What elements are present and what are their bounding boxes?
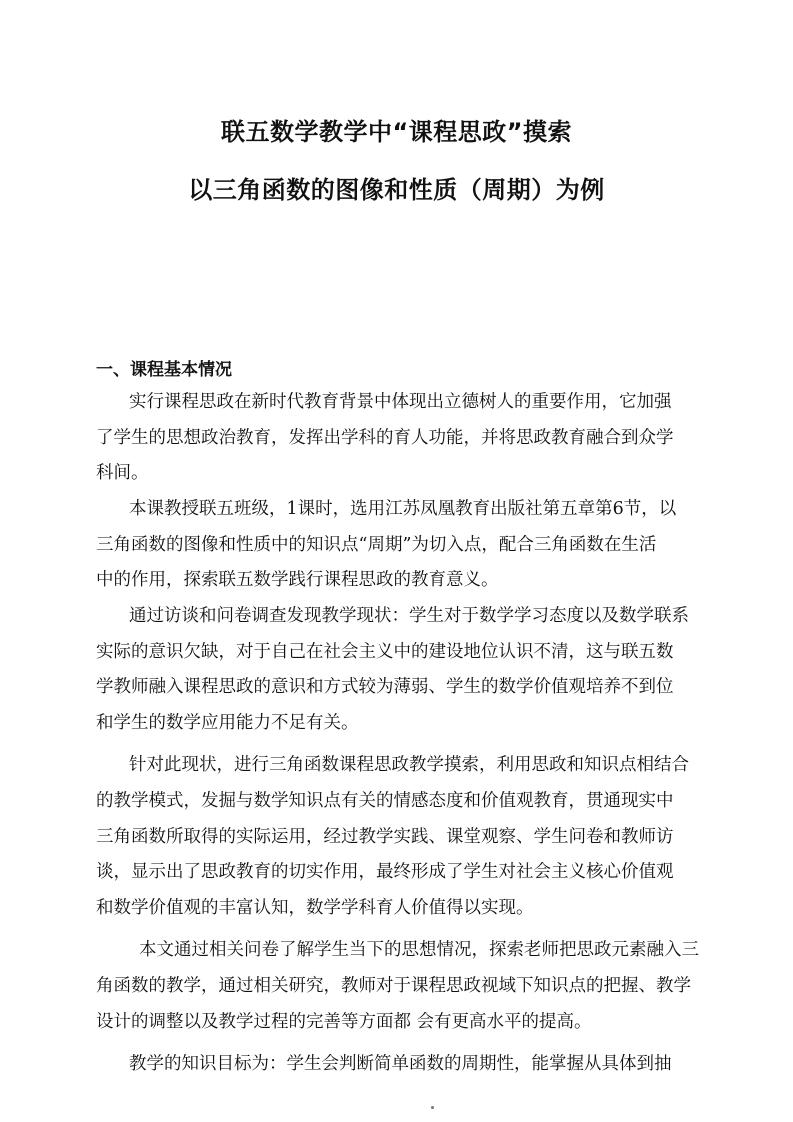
- paragraph-line: 教学的知识目标为：学生会判断简单函数的周期性，能掌握从具体到抽: [129, 1054, 672, 1074]
- paragraph-line: 中的作用，探索联五数学践行课程思政的教育意义。: [96, 570, 499, 590]
- document-title: 联五数学教学中“课程思政”摸索: [220, 118, 573, 146]
- paragraph-line: 针对此现状，进行三角函数课程思政教学摸索，利用思政和知识点相结合: [129, 755, 689, 775]
- paragraph-line: 三角函数的图像和性质中的知识点“周期”为切入点，配合三角函数在生活: [96, 535, 657, 555]
- paragraph-line: 了学生的思想政治教育，发挥出学科的育人功能，并将思政教育融合到众学: [96, 428, 674, 448]
- paragraph-line: 的教学模式，发掘与数学知识点有关的情感态度和价值观教育，贯通现实中: [96, 791, 674, 811]
- paragraph-line: 实际的意识欠缺，对于自己在社会主义中的建设地位认识不清，这与联五数: [96, 642, 674, 662]
- paragraph-line: 通过访谈和问卷调查发现教学现状：学生对于数学学习态度以及数学联系: [129, 606, 689, 626]
- document-subtitle: 以三角函数的图像和性质（周期）为例: [188, 176, 605, 204]
- paragraph-line: 学教师融入课程思政的意识和方式较为薄弱、学生的数学价值观培养不到位: [96, 677, 674, 697]
- paragraph-line: 实行课程思政在新时代教育背景中体现出立德树人的重要作用，它加强: [129, 392, 672, 412]
- paragraph-line: 三角函数所取得的实际运用，经过教学实践、课堂观察、学生问卷和教师访: [96, 827, 674, 847]
- paragraph-line: 设计的调整以及教学过程的完善等方面都 会有更高水平的提高。: [96, 1012, 592, 1032]
- paragraph-line: 科间。: [96, 463, 149, 483]
- page-mark: [431, 1106, 434, 1109]
- paragraph-line: 和数学价值观的丰富认知，数学学科育人价值得以实现。: [96, 898, 534, 918]
- paragraph-line: 谈，显示出了思政教育的切实作用，最终形成了学生对社会主义核心价值观: [96, 862, 674, 882]
- section-heading: 一、课程基本情况: [96, 360, 232, 380]
- paragraph-line: 本文通过相关问卷了解学生当下的思想情况，探索老师把思政元素融入三: [139, 940, 699, 960]
- paragraph-line: 角函数的教学，通过相关研究，教师对于课程思政视域下知识点的把握、教学: [96, 976, 691, 996]
- paragraph-line: 和学生的数学应用能力不足有关。: [96, 713, 359, 733]
- paragraph-line: 本课教授联五班级，1课时，选用江苏凤凰教育出版社第五章第6节，以: [129, 499, 677, 519]
